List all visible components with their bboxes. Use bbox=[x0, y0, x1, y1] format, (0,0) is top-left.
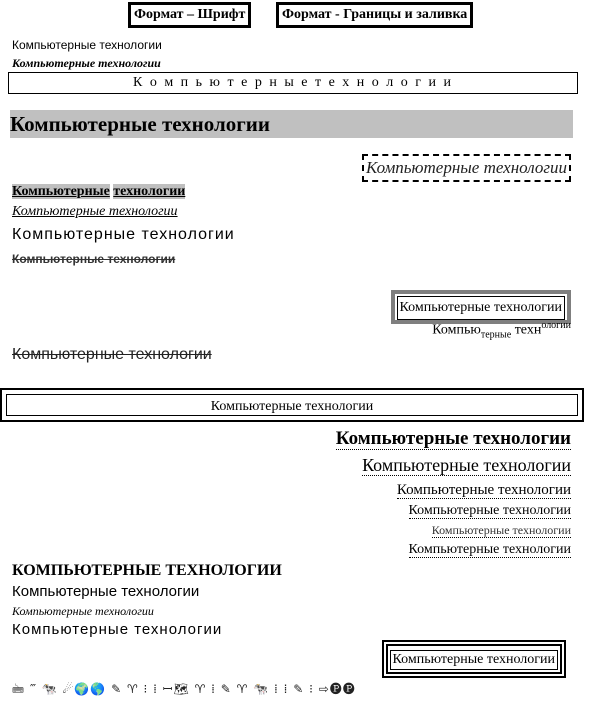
sample-right-medium bbox=[397, 482, 571, 499]
sample-right-normal bbox=[409, 503, 572, 519]
subsup-part-d: ологии bbox=[541, 320, 571, 331]
sample-plain: Компьютерные технологии bbox=[12, 38, 162, 52]
sample-sans-spaced: Компьютерные технологии bbox=[12, 621, 223, 638]
sample-double-border-box bbox=[382, 640, 567, 678]
subsup-part-c: техн bbox=[514, 322, 542, 338]
sample-spaced-boxed: К о м п ь ю т е р н ы е т е х н о л о г и и bbox=[8, 72, 578, 94]
highlight-part1: Компьютерные bbox=[12, 184, 110, 199]
subsup-part-a: Компью bbox=[432, 322, 481, 338]
sample-strikethrough: Компьютерные технологии bbox=[12, 346, 212, 363]
right-large-text: Компьютерные технологии bbox=[362, 455, 571, 475]
sample-right-last bbox=[409, 542, 572, 558]
symbol-font-sample: 🖮 ‴ 🐄 ☄🌍🌎 ✎ ♈ ⁝ ⁞ ꟷ🗺 ♈ ⁞ ✎ ♈ 🐄 ⁞ ⁞ ✎ ⁝ ⇨🅟🅟 bbox=[12, 682, 356, 696]
sample-right-large bbox=[362, 455, 571, 476]
highlight-part2: технологии bbox=[113, 184, 186, 199]
right-normal-text: Компьютерные технологии bbox=[408, 503, 571, 518]
sample-dashed-outline: Компьютерные технологии bbox=[362, 154, 571, 182]
sample-script-italic: Компьютерные технологии bbox=[12, 604, 154, 618]
right-last-text: Компьютерные технологии bbox=[408, 542, 571, 557]
sample-small-strike: Компьютерные технологии bbox=[12, 252, 176, 266]
sample-shaded-large: Компьютерные технологии bbox=[10, 110, 573, 138]
right-small-text: Компьютерные технологии bbox=[431, 523, 571, 537]
sample-sans: Компьютерные технологии bbox=[12, 583, 200, 600]
format-borders-label: Формат - Границы и заливка bbox=[276, 2, 473, 28]
right-bold-text: Компьютерные технологии bbox=[335, 428, 571, 449]
right-medium-text: Компьютерные технологии bbox=[396, 482, 571, 498]
double-border-text: Компьютерные технологии bbox=[390, 650, 559, 670]
sample-thick-border-box bbox=[391, 290, 572, 324]
format-font-label: Формат – Шрифт bbox=[128, 2, 251, 28]
sample-double-frame bbox=[0, 388, 584, 422]
thick-border-text: Компьютерные технологии bbox=[397, 296, 566, 320]
sample-bold-italic: Компьютерные технологии bbox=[12, 56, 161, 70]
sample-italic-underlined: Компьютерные технологии bbox=[12, 204, 178, 219]
sample-right-small bbox=[432, 523, 571, 538]
sample-sub-superscript bbox=[432, 320, 571, 340]
sample-uppercase: КОМПЬЮТЕРНЫЕ ТЕХНОЛОГИИ bbox=[12, 562, 282, 579]
sample-right-bold bbox=[336, 428, 571, 450]
sample-highlighted bbox=[12, 184, 185, 200]
double-frame-text: Компьютерные технологии bbox=[6, 394, 578, 416]
sample-outline-font: Компьютерные технологии bbox=[12, 226, 235, 243]
subsup-part-b: терные bbox=[480, 329, 512, 341]
